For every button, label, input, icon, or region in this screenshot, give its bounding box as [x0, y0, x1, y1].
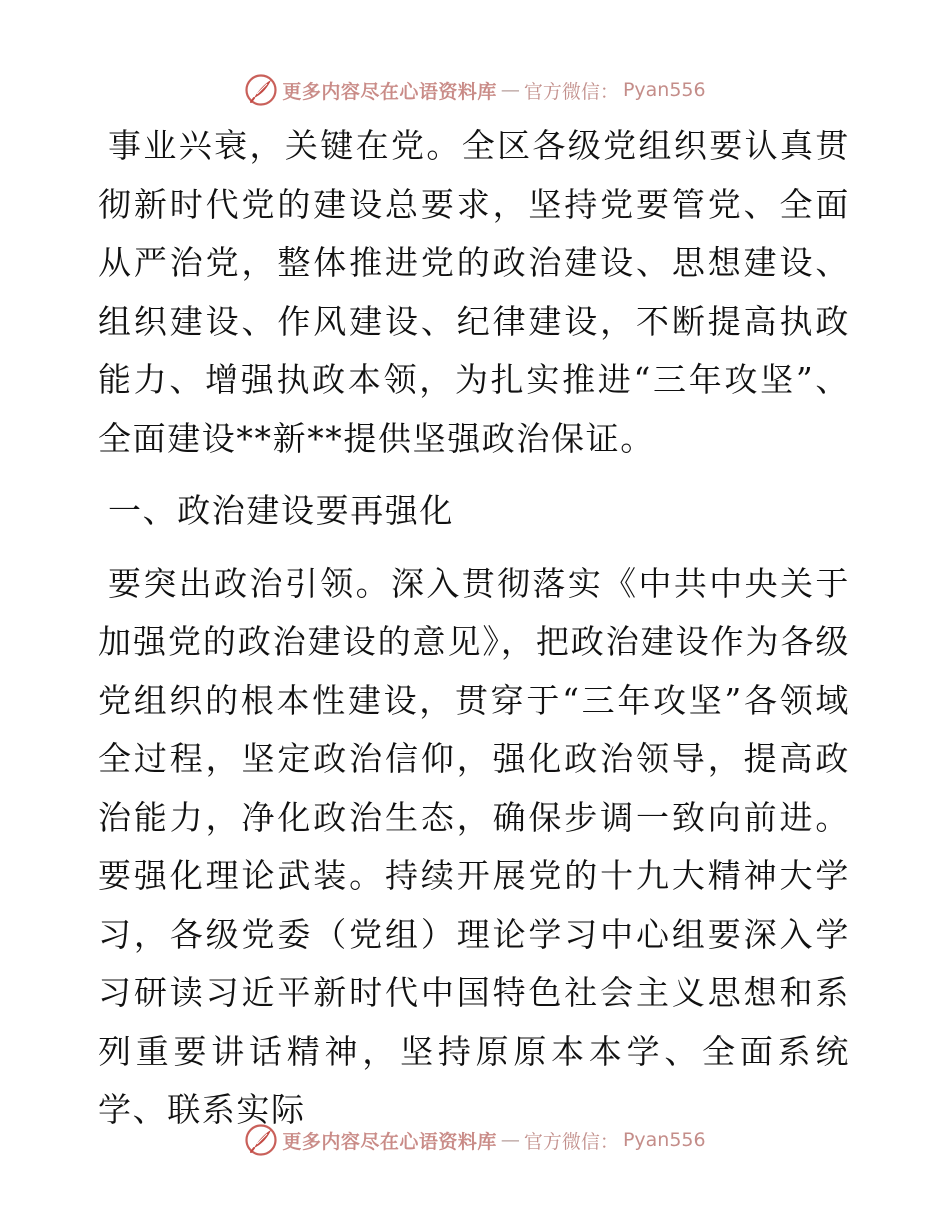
watermark-wechat-id: Pyan556 — [622, 1129, 706, 1151]
watermark-label: 官方微信： — [523, 1130, 619, 1153]
section-heading-political-construction: 一、政治建设要再强化 — [108, 491, 454, 530]
watermark-brand-text: 更多内容尽在心语资料库 — [282, 1130, 497, 1153]
watermark-separator: — — [500, 79, 520, 101]
body-paragraph-political-guidance: 要突出政治引领。深入贯彻落实《中共中央关于加强党的政治建设的意见》，把政治建设作为各级党组织的根本性建设，贯穿于“三年攻坚”各领域全过程，坚定政治信仰，强化政治领导，提高政治能力，净化政治生态，确保步调一致向前进。要强化理论武装。持续开展党的十九大精神大学习，各级党委（党组）理论学习中心组要深入学习研读习近平新时代中国特色社会主义思想和系列重要讲话精神，坚持原原本本学、全面系统学、联系实际 — [98, 563, 850, 1129]
watermark-separator: — — [500, 1129, 520, 1151]
quill-pen-logo-icon — [244, 73, 278, 107]
body-paragraph-intro: 事业兴衰，关键在党。全区各级党组织要认真贯彻新时代党的建设总要求，坚持党要管党、全面从严治党，整体推进党的政治建设、思想建设、组织建设、作风建设、纪律建设，不断提高执政能力、增强执政本领，为扎实推进“三年攻坚”、全面建设**新**提供坚强政治保证。 — [98, 126, 850, 458]
header-watermark — [0, 70, 950, 110]
watermark-wechat-id: Pyan556 — [622, 79, 706, 101]
document-body — [98, 117, 850, 1140]
watermark-label: 官方微信： — [523, 80, 619, 103]
quill-pen-logo-icon — [244, 1123, 278, 1157]
watermark-brand-text: 更多内容尽在心语资料库 — [282, 80, 497, 103]
footer-watermark — [0, 1120, 950, 1160]
